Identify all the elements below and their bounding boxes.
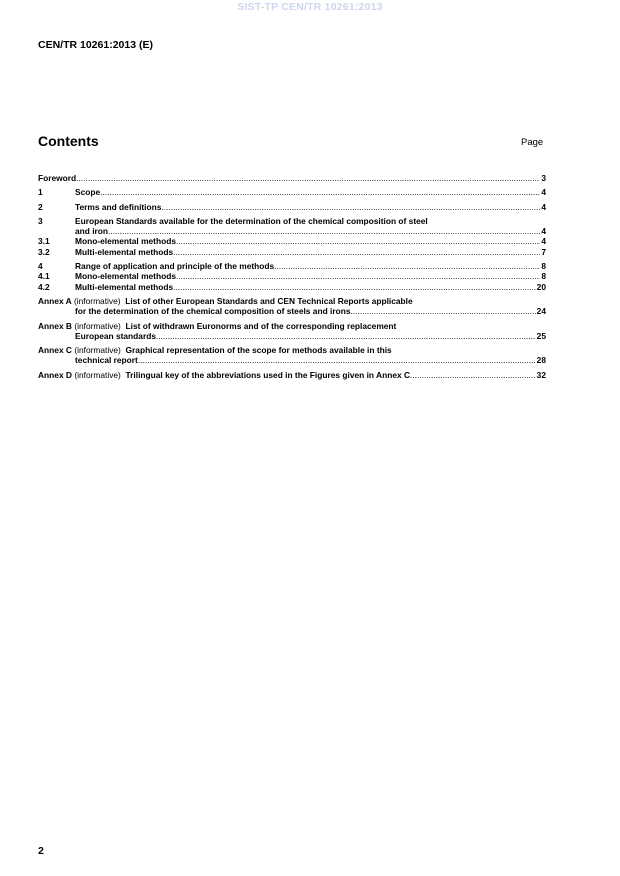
toc-page: 3 [541, 173, 546, 183]
toc-title: Mono-elemental methods [75, 271, 176, 282]
dot-leader [176, 271, 540, 281]
toc-title-continued: European standards [75, 330, 156, 341]
toc-page: 28 [536, 355, 546, 366]
toc-title-continued: for the determination of the chemical composition of steels and irons [75, 306, 351, 317]
toc-title: List of withdrawn Euronorms and of the corresponding replacement [125, 320, 397, 331]
toc-entry-european-standards[interactable] [38, 216, 546, 237]
toc-number: 3.2 [38, 246, 50, 257]
document-id: CEN/TR 10261:2013 (E) [38, 39, 153, 51]
dot-leader [108, 226, 540, 236]
toc-entry-annex-d[interactable] [38, 370, 546, 380]
toc-entry-foreword[interactable] [38, 173, 546, 183]
toc-number: 3.1 [38, 236, 50, 247]
toc-title: Range of application and principle of the methods [75, 261, 275, 272]
dot-leader [274, 261, 540, 271]
toc-entry-4-1[interactable] [38, 271, 546, 281]
toc-entry-4-2[interactable] [38, 282, 546, 292]
toc-title: Mono-elemental methods [75, 236, 176, 247]
annex-label: Annex A [38, 295, 72, 306]
toc-entry-scope[interactable] [38, 187, 546, 197]
toc-number: 2 [38, 201, 43, 212]
toc-title-continued: and iron [75, 226, 109, 237]
toc-title: Terms and definitions [75, 201, 162, 212]
informative-tag: (informative) [74, 345, 121, 356]
dot-leader [173, 282, 535, 292]
toc-number: 3 [38, 215, 43, 226]
toc-title: Foreword [38, 173, 77, 183]
toc-title: Multi-elemental methods [75, 281, 174, 292]
dot-leader [156, 331, 536, 341]
toc-page: 8 [541, 271, 546, 282]
informative-tag: (informative) [74, 320, 121, 331]
toc-page: 7 [541, 246, 546, 257]
toc-entry-range[interactable] [38, 261, 546, 271]
informative-tag: (informative) [74, 295, 121, 306]
toc-title: Multi-elemental methods [75, 246, 174, 257]
page-column-label: Page [521, 137, 544, 148]
table-of-contents [38, 173, 546, 384]
toc-page: 8 [541, 261, 546, 272]
toc-title: Graphical representation of the scope for methods available in this [125, 345, 392, 356]
toc-entry-3-2[interactable] [38, 247, 546, 257]
toc-number: 4.2 [38, 281, 50, 292]
annex-label: Annex D [38, 369, 72, 380]
toc-page: 4 [541, 236, 546, 247]
toc-page: 20 [536, 281, 546, 292]
toc-number: 1 [38, 187, 43, 198]
toc-title: Scope [75, 187, 101, 198]
toc-entry-3-1[interactable] [38, 236, 546, 246]
dot-leader [100, 187, 540, 197]
toc-page: 4 [541, 226, 546, 237]
toc-entry-annex-c[interactable] [38, 345, 546, 366]
page-number: 2 [38, 845, 44, 857]
toc-entry-annex-b[interactable] [38, 321, 546, 342]
toc-page: 4 [541, 187, 546, 198]
watermark: SIST-TP CEN/TR 10261:2013 [237, 1, 383, 13]
toc-title-continued: technical report [75, 355, 138, 366]
toc-number: 4.1 [38, 271, 50, 282]
dot-leader [173, 247, 540, 257]
toc-number: 4 [38, 261, 43, 272]
annex-label: Annex C [38, 345, 72, 356]
dot-leader [138, 355, 536, 365]
toc-page: 4 [541, 201, 546, 212]
toc-entry-annex-a[interactable] [38, 296, 546, 317]
informative-tag: (informative) [74, 369, 121, 380]
dot-leader [176, 236, 540, 246]
toc-entry-terms[interactable] [38, 202, 546, 212]
dot-leader [410, 370, 536, 380]
toc-page: 24 [536, 306, 546, 317]
dot-leader [76, 173, 540, 183]
dot-leader [161, 202, 540, 212]
toc-page: 25 [536, 330, 546, 341]
contents-heading: Contents [38, 133, 99, 149]
toc-title: European Standards available for the determination of the chemical composition of steel [75, 215, 428, 226]
annex-label: Annex B [38, 320, 72, 331]
dot-leader [350, 306, 535, 316]
toc-page: 32 [536, 369, 546, 380]
toc-title: List of other European Standards and CEN Technical Reports applicable [125, 295, 413, 306]
toc-title: Trilingual key of the abbreviations used in the Figures given in Annex C [125, 369, 411, 380]
